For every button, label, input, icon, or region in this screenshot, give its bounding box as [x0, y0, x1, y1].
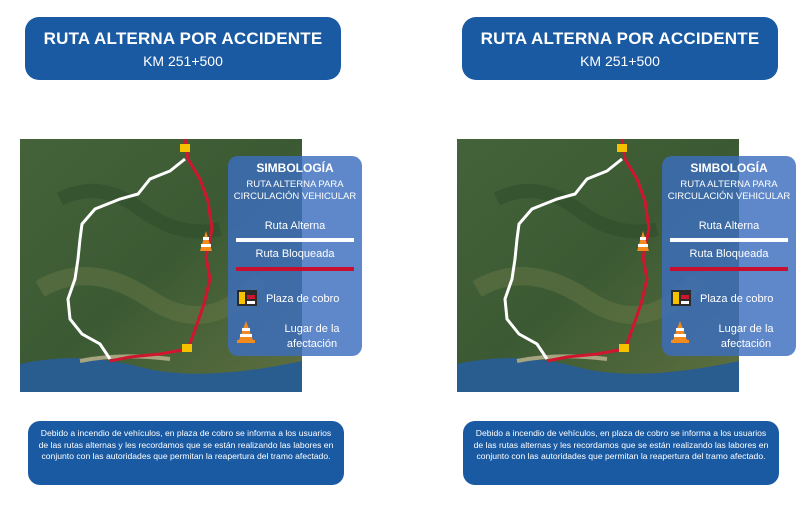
traffic-cone-icon	[236, 320, 256, 349]
legend-box	[662, 156, 796, 356]
toll-label: Plaza de cobro	[266, 293, 340, 305]
legend-box	[228, 156, 362, 356]
toll-booth-icon	[236, 289, 258, 312]
legend-title: SIMBOLOGÍA	[256, 161, 334, 175]
alt-route-label: Ruta Alterna	[264, 220, 326, 232]
legend-subtitle: RUTA ALTERNA PARA CIRCULACIÓN VEHICULAR	[667, 179, 791, 202]
toll-booth-icon	[670, 289, 692, 312]
traffic-cone-icon	[670, 320, 690, 349]
toll-label: Plaza de cobro	[700, 293, 774, 305]
blocked-route-label: Ruta Bloqueada	[689, 248, 769, 260]
blocked-route-line	[670, 267, 788, 271]
info-text: Debido a incendio de vehículos, en plaza de cobro se informa a los usuarios de las rutas alternas y les recordamos que se están realizando las labores en conjunto con las autoridades que permitan la reapertura del tramo afectado.	[473, 428, 769, 461]
info-notice	[463, 421, 779, 485]
page-title: RUTA ALTERNA POR ACCIDENTE	[43, 29, 323, 48]
incident-label: Lugar de la afectación	[284, 323, 340, 350]
alt-route-line	[236, 238, 354, 242]
alt-route-line	[670, 238, 788, 242]
title-banner	[25, 17, 341, 80]
right-panel	[400, 0, 800, 515]
info-text: Debido a incendio de vehículos, en plaza de cobro se informa a los usuarios de las rutas alternas y les recordamos que se están realizando las labores en conjunto con las autoridades que permitan la reapertura del tramo afectado.	[38, 428, 334, 461]
page-title: RUTA ALTERNA POR ACCIDENTE	[480, 29, 760, 48]
blocked-route-label: Ruta Bloqueada	[255, 248, 335, 260]
info-notice	[28, 421, 344, 485]
incident-label: Lugar de la afectación	[718, 323, 774, 350]
legend-subtitle: RUTA ALTERNA PARA CIRCULACIÓN VEHICULAR	[233, 179, 357, 202]
page-subtitle: KM 251+500	[143, 53, 223, 69]
title-banner	[462, 17, 778, 80]
legend-title: SIMBOLOGÍA	[690, 161, 768, 175]
alt-route-label: Ruta Alterna	[698, 220, 760, 232]
blocked-route-line	[236, 267, 354, 271]
page-subtitle: KM 251+500	[580, 53, 660, 69]
